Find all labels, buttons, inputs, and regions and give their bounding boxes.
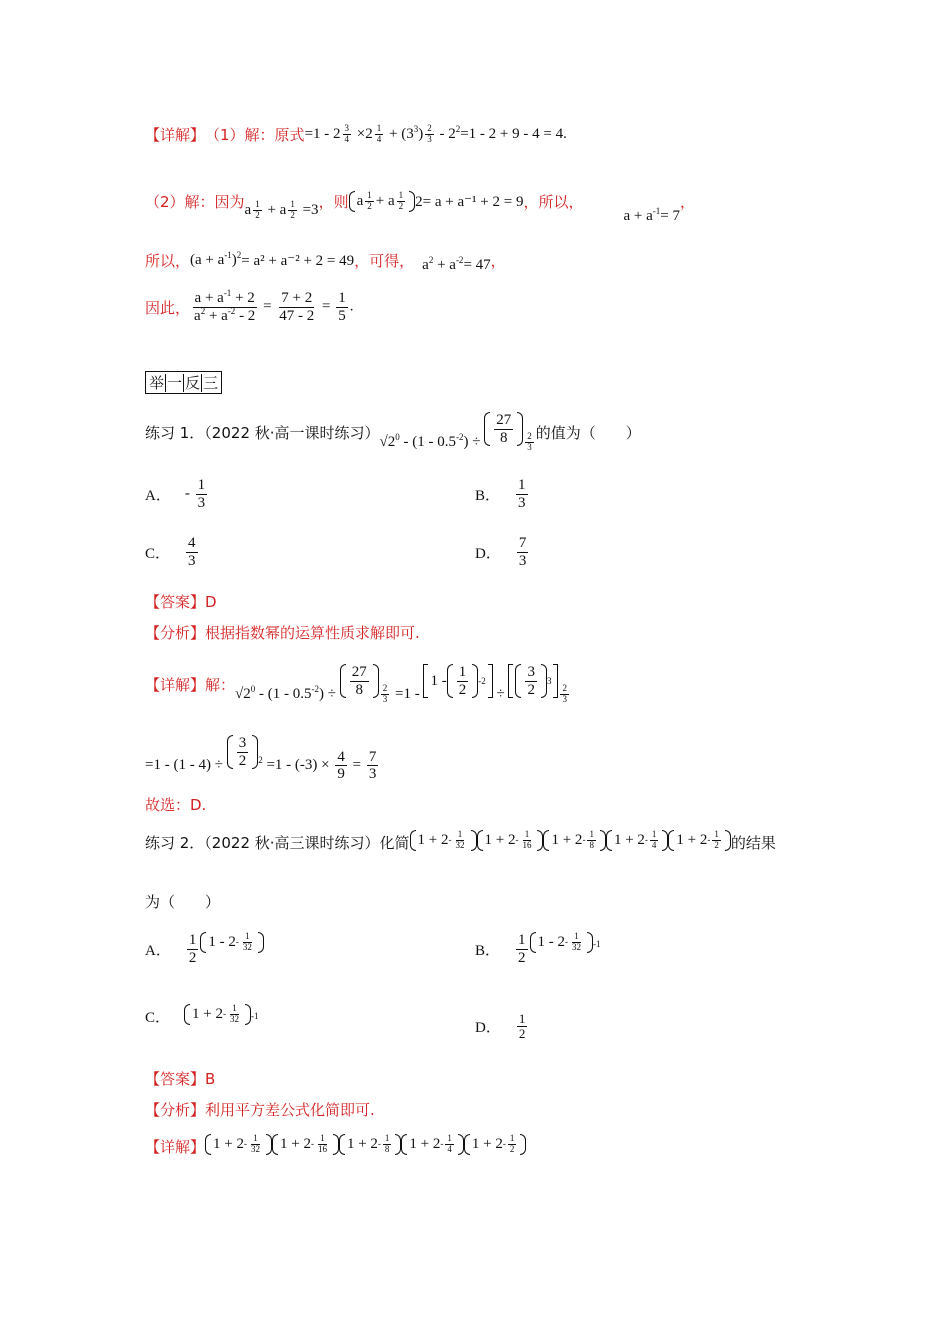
ex2-tail: 的结果	[730, 834, 776, 853]
ex1-detail: 【详解】 解： $√2^0 - (1 - 0.5^{-2})$ ÷ $\frac{27}{8}$ $\frac{2}{3}$ =1 - 1 - $\frac{1}{2}$ -2 ÷ $\frac{3}{2}$ 3 $\frac{2}{3}$	[145, 664, 567, 705]
ex1-choose: 故选：D.	[145, 796, 207, 814]
detail2-prefix: （2）解：因为	[145, 193, 245, 211]
eq9-expr: = a + a⁻¹ + 2 = 9	[422, 194, 524, 210]
hence-text: 因此，	[145, 298, 191, 317]
ex2-option-d[interactable]: D． $\frac{1}{2}$	[475, 1011, 526, 1042]
ex1-option-a[interactable]: A． - $\frac{1}{3}$	[145, 477, 206, 511]
ex1-option-c[interactable]: C． $\frac{4}{3}$	[145, 535, 196, 569]
square-expr: a $\frac{1}{2}$ + a $\frac{1}{2}$	[349, 191, 416, 212]
detail1-expr: =1 - 2 $\frac{3}{4}$ ×2 $\frac{1}{4}$ + $(3^3)$ $\frac{2}{3}$ - $2^2$	[304, 123, 461, 144]
eq49-expr: = a² + a⁻² + 2 = 49	[241, 253, 355, 269]
res7-lhs: $a + a^{-1}$	[623, 206, 661, 224]
detail1-prefix: （1）解：原式	[205, 126, 305, 144]
ex2-question-2: 为（ ）	[145, 893, 221, 911]
then-text: ，则	[318, 193, 349, 211]
res47-rhs: = 47	[463, 257, 491, 273]
ex1-detail-2: =1 - (1 - 4) ÷ $\frac{3}{2}$ $^2$ =1 - (-3) × $\frac{4}{9}$ = $\frac{7}{3}$	[145, 735, 377, 783]
ex2-option-a[interactable]: A． $\frac{1}{2}$ 1 - 2 - $\frac{1}{32}$	[145, 932, 264, 966]
get-text: ，可得，	[354, 252, 415, 270]
sq-expr: $(a + a^{-1})^2$	[190, 250, 242, 268]
res47-lhs: $a^2 + a^{-2}$	[422, 255, 464, 273]
ex2-option-b[interactable]: B． $\frac{1}{2}$ 1 - 2 - $\frac{1}{32}$ $^{-1}$	[475, 931, 601, 966]
ex1-answer-value: D	[205, 592, 217, 611]
ex2-answer-value: B	[205, 1069, 216, 1088]
ex2-label: 练习 2．（2022 秋·高三课时练习）化简	[145, 834, 410, 853]
detail2-line1: （2）解：因为 a $\frac{1}{2}$ + a $\frac{1}{2}$ =3 ，则 a $\frac{1}{2}$ + a $\frac{1}{2}$ 2 = a + a⁻¹ + 2 = 9 ，所以， $a + a^{-1}$ = 7 ，	[145, 190, 695, 224]
ex2-option-c[interactable]: C． 1 + 2 - $\frac{1}{32}$ $^{-1}$	[145, 1003, 259, 1027]
ex1-expr: $√2^0 - (1 - 0.5^{-2})$ ÷ $\frac{27}{8}$ $\frac{2}{3}$	[379, 412, 532, 453]
ex1-answer: 【答案】 D	[145, 592, 217, 611]
ex2-expr: 1 + 2 - $\frac{1}{32}$ 1 + 2 - $\frac{1}{16}$ 1 + 2 - $\frac{1}{8}$ 1 + 2 - $\frac{1}{4}$ 1 + 2 - $\frac{1}{2}$	[410, 830, 731, 856]
cond-expr: a $\frac{1}{2}$ + a $\frac{1}{2}$ =3	[244, 199, 319, 220]
ex1-tail: 的值为（ ）	[535, 423, 641, 442]
detail1-line	[145, 124, 830, 145]
ex1-option-d[interactable]: D． $\frac{7}{3}$	[475, 535, 527, 569]
detail1-expr-tail: =1 - 2 + 9 - 4 = 4	[460, 126, 564, 142]
ex1-analysis: 【分析】 根据指数幂的运算性质求解即可.	[145, 624, 420, 642]
final-expr: $\frac{a + a^{-1} + 2}{a^2 + a^{-2} - 2}$ = $\frac{7 + 2}{47 - 2}$ = $\frac{1}{5}$ .	[194, 288, 354, 324]
so2-text: 所以，	[145, 252, 191, 270]
ex2-analysis: 【分析】 利用平方差公式化简即可.	[145, 1101, 375, 1119]
res7-rhs: = 7	[660, 208, 680, 224]
detail2-line2	[145, 247, 830, 274]
so-text: ，所以，	[523, 193, 584, 211]
ex2-question	[145, 830, 830, 856]
ex1-option-b[interactable]: B． $\frac{1}{3}$	[475, 477, 526, 511]
detail-label: 【详解】	[145, 126, 206, 144]
section-title: 举 一 反 三	[145, 371, 222, 394]
detail1-end: .	[563, 126, 567, 142]
detail2-line3	[145, 290, 830, 324]
ex2-detail: 【详解】 1 + 2 - $\frac{1}{32}$ 1 + 2 - $\frac{1}{16}$ 1 + 2 - $\frac{1}{8}$ 1 + 2 - $\frac{1}{4}$ 1 + 2 - $\frac{1}{2}$	[145, 1134, 830, 1160]
ex2-answer: 【答案】 B	[145, 1069, 216, 1088]
comma: ，	[490, 252, 506, 270]
ex1-label: 练习 1．（2022 秋·高一课时练习）	[145, 423, 380, 442]
ex1-question	[145, 412, 830, 453]
